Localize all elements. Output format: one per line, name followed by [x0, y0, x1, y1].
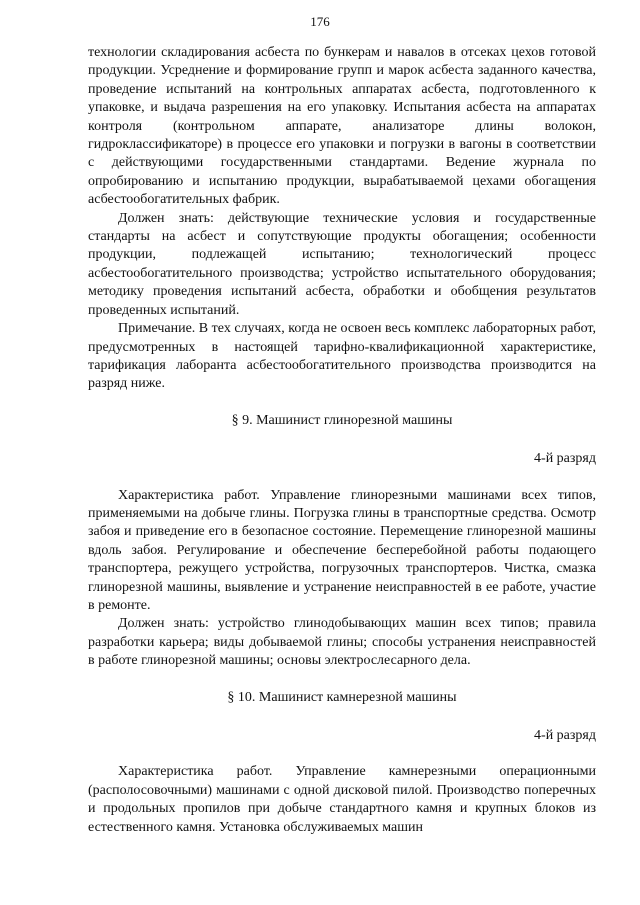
grade-label-9: 4-й разряд — [534, 451, 596, 467]
paragraph-must-know-asbestos: Должен знать: действующие технические условия и государственные стандарты на асбест и сопутствующие продукты обогащения; особенности продукции, подлежащей испытанию; технологический процесс асбестообогатительного производства; устройство испытательного оборудования; методику проведения испытаний асбеста, обработки и обобщения результатов проведенных испытаний. — [88, 210, 596, 318]
paragraph-asbestos-technology: технологии складирования асбеста по бункерам и навалов в отсеках цехов готовой продукции. Усреднение и формирование групп и марок асбеста заданного качества, проведение испытаний на контрольных аппаратах асбеста, подготовленного к упаковке, и выдача разрешения на его упаковку. Испытания асбеста на аппаратах контроля (контрольном аппарате, анализаторе длины волокон, гидроклассификаторе) в процессе его упаковки и погрузки в вагоны в соответствии с действующими государственными стандартами. Ведение журнала по опробированию и испытанию продукции, вырабатываемой цехами обогащения асбестообогатительных фабрик. — [88, 45, 596, 208]
section-heading-10: § 10. Машинист камнерезной машины — [227, 689, 457, 705]
page-number: 176 — [310, 14, 330, 29]
section-heading-9: § 9. Машинист глинорезной машины — [231, 412, 453, 428]
paragraph-must-know-clay: Должен знать: устройство глинодобывающих машин всех типов; правила разработки карьера; виды добываемой глины; способы устранения неисправностей в работе глинорезной машины; основы электрослесарного дела. — [88, 616, 596, 669]
paragraph-work-characteristics-stone: Характеристика работ. Управление камнерезными операционными (располосовочными) машинами с одной дисковой пилой. Производство поперечных и продольных пропилов при добыче стандартного камня и крупных блоков из естественного камня. Установка обслуживаемых машин — [88, 764, 596, 835]
paragraph-note: Примечание. В тех случаях, когда не освоен весь комплекс лабораторных работ, предусмотренных в настоящей тарифно-квалификационной характеристике, тарификация лаборанта асбестообогатительного производства производится на разряд ниже. — [88, 321, 596, 392]
document-body — [88, 44, 596, 837]
paragraph-work-characteristics-clay: Характеристика работ. Управление глинорезными машинами всех типов, применяемыми на добыче глины. Погрузка глины в транспортные средства. Осмотр забоя и приведение его в безопасное состояние. Перемещение глинорезной машины вдоль забоя. Регулирование и обеспечение бесперебойной работы подающего транспортера, режущего устройства, погрузочных транспортеров. Чистка, смазка глинорезной машины, выявление и устранение неисправностей в ее работе, участие в ремонте. — [88, 487, 596, 613]
grade-label-10: 4-й разряд — [534, 728, 596, 743]
